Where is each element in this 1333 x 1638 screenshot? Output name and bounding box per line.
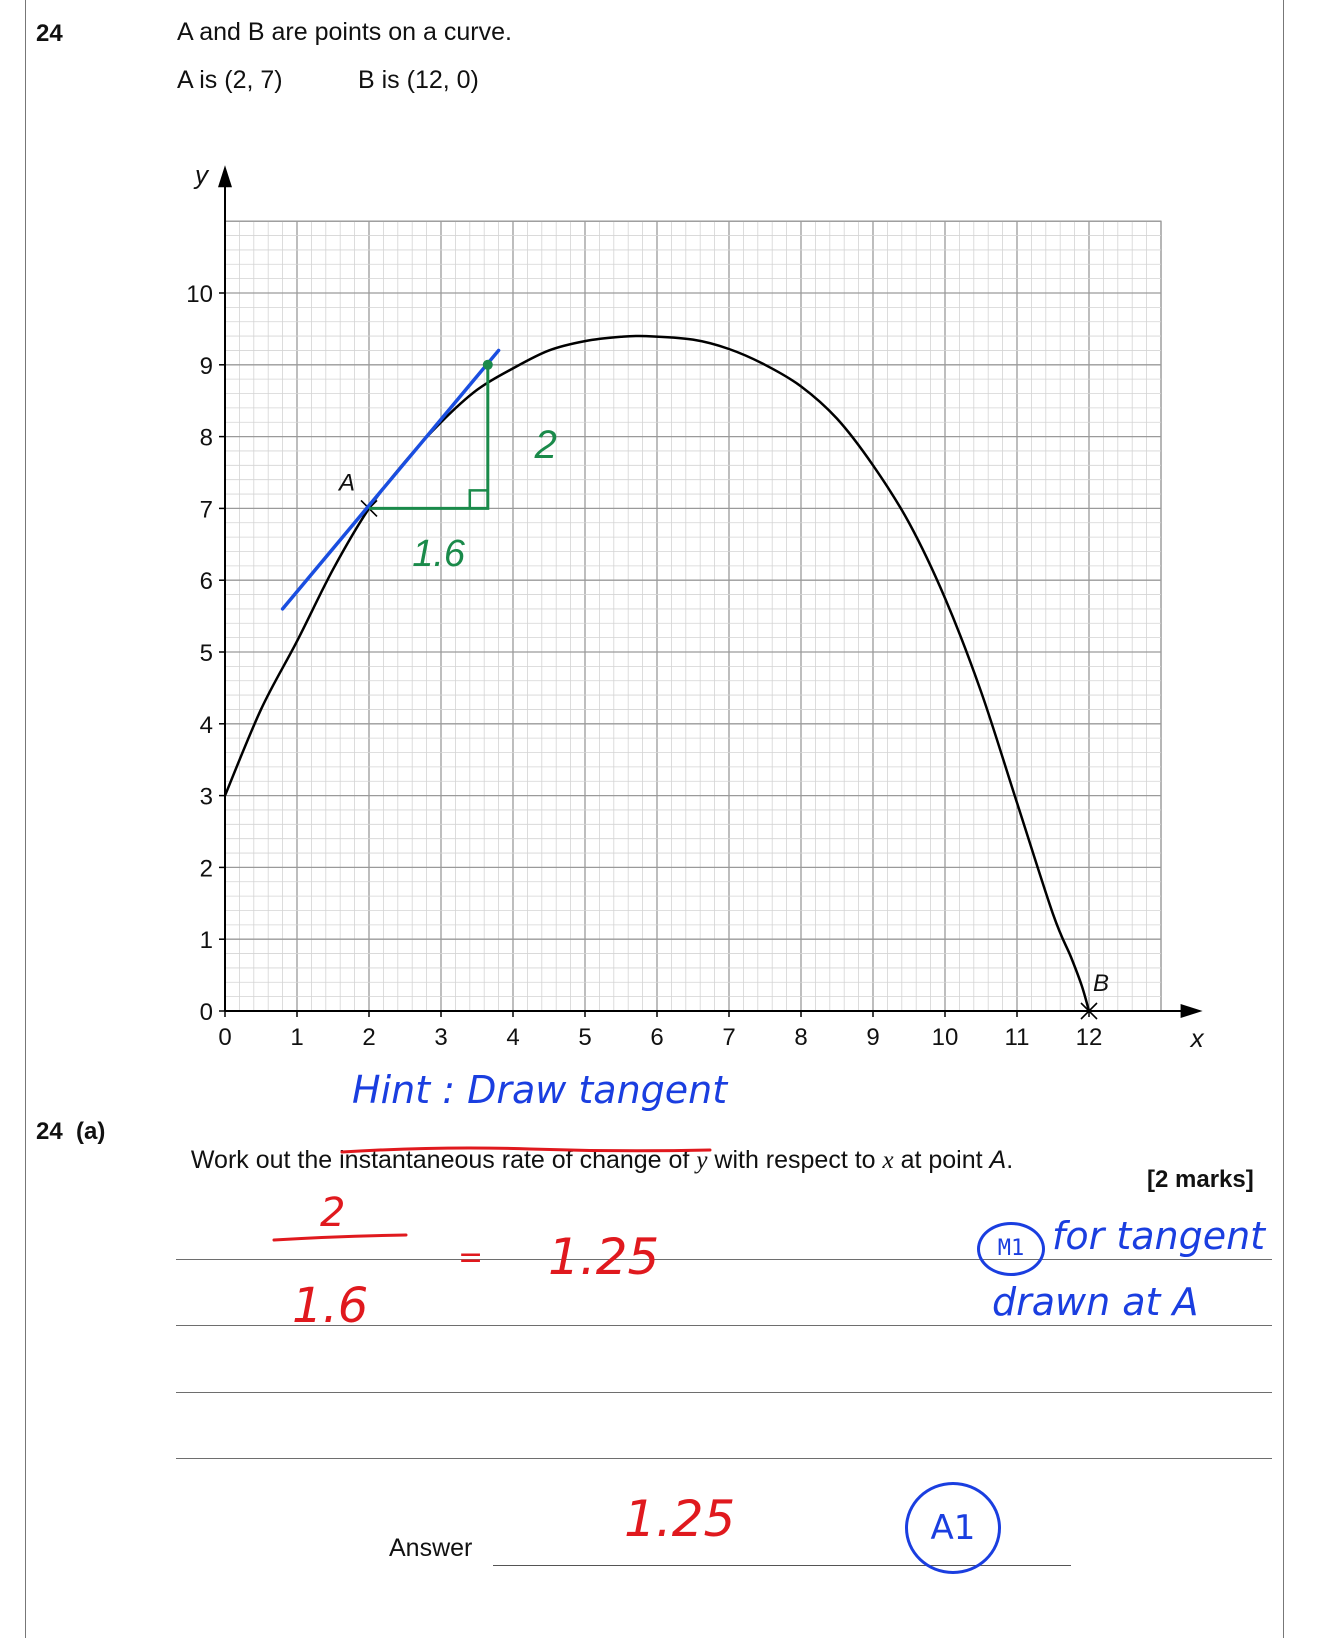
- rise-label: 2: [534, 423, 557, 468]
- prompt-text-1: Work out the instantaneous rate of change of: [190, 1146, 697, 1174]
- y-tick-label: 9: [199, 352, 213, 380]
- y-tick-label: 1: [199, 927, 213, 955]
- question-number: 24: [36, 20, 63, 47]
- point-a-coordinates: A is (2, 7): [177, 66, 283, 94]
- y-tick-label: 5: [199, 640, 213, 667]
- var-x: x: [882, 1147, 894, 1174]
- a1-mark: A1: [905, 1482, 1001, 1574]
- prompt-point: A: [989, 1146, 1007, 1174]
- x-tick-label: 0: [218, 1024, 232, 1051]
- x-axis-arrow-icon: [1181, 1004, 1203, 1018]
- y-tick-label: 8: [199, 424, 213, 452]
- working-numerator: 2: [320, 1190, 346, 1236]
- y-tick-label: 10: [186, 281, 213, 308]
- fraction-bar: [270, 1230, 410, 1246]
- var-y: y: [696, 1147, 708, 1174]
- y-axis-arrow-icon: [218, 165, 232, 187]
- working-equals: =: [458, 1240, 484, 1275]
- x-tick-label: 10: [931, 1024, 959, 1051]
- y-tick-label: 6: [199, 568, 213, 596]
- answer-label: Answer: [389, 1534, 473, 1562]
- x-tick-label: 2: [362, 1024, 376, 1051]
- x-tick-label: 4: [506, 1024, 520, 1051]
- x-tick-label: 11: [1004, 1024, 1030, 1051]
- x-tick-label: 8: [794, 1024, 808, 1051]
- run-label: 1.6: [412, 532, 466, 575]
- answer-line-1: [176, 1259, 1272, 1260]
- y-tick-label: 7: [199, 496, 213, 524]
- x-tick-label: 12: [1075, 1024, 1103, 1051]
- x-tick-label: 6: [650, 1024, 664, 1051]
- point-label: A: [339, 469, 356, 497]
- answer-line-3: [176, 1392, 1272, 1393]
- working-denominator: 1.6: [292, 1278, 369, 1334]
- marker-note-2: drawn at A: [992, 1280, 1199, 1324]
- underline-mark: [340, 1140, 720, 1160]
- y-tick-label: 4: [199, 711, 213, 739]
- point-label: B: [1093, 970, 1110, 997]
- answer-line-4: [176, 1458, 1272, 1459]
- x-tick-label: 9: [866, 1024, 880, 1051]
- x-tick-label: 5: [578, 1024, 592, 1051]
- question-stem: A and B are points on a curve.: [177, 18, 512, 46]
- marks-available: [2 marks]: [1147, 1166, 1254, 1193]
- x-tick-label: 1: [290, 1024, 304, 1051]
- hint-note: Hint : Draw tangent: [352, 1068, 728, 1112]
- y-tick-label: 0: [199, 999, 213, 1026]
- prompt-text-3: at point: [893, 1146, 990, 1174]
- x-tick-label: 7: [722, 1024, 736, 1051]
- marker-note-1: for tangent: [1052, 1214, 1266, 1258]
- point-b-coordinates: B is (12, 0): [358, 66, 479, 94]
- answer-value: 1.25: [624, 1490, 736, 1548]
- part-a-label: 24 (a): [36, 1118, 106, 1145]
- prompt-text-4: .: [1006, 1146, 1014, 1174]
- y-tick-label: 2: [199, 855, 213, 883]
- m1-mark: M1: [977, 1222, 1045, 1276]
- triangle-top-dot: [483, 360, 493, 370]
- answer-line: [493, 1565, 1071, 1566]
- prompt-text-2: with respect to: [707, 1146, 883, 1174]
- x-tick-label: 3: [434, 1024, 448, 1051]
- y-tick-label: 3: [199, 783, 213, 811]
- y-axis-label: y: [195, 159, 208, 190]
- x-axis-label: x: [1190, 1023, 1204, 1053]
- working-result: 1.25: [548, 1228, 660, 1286]
